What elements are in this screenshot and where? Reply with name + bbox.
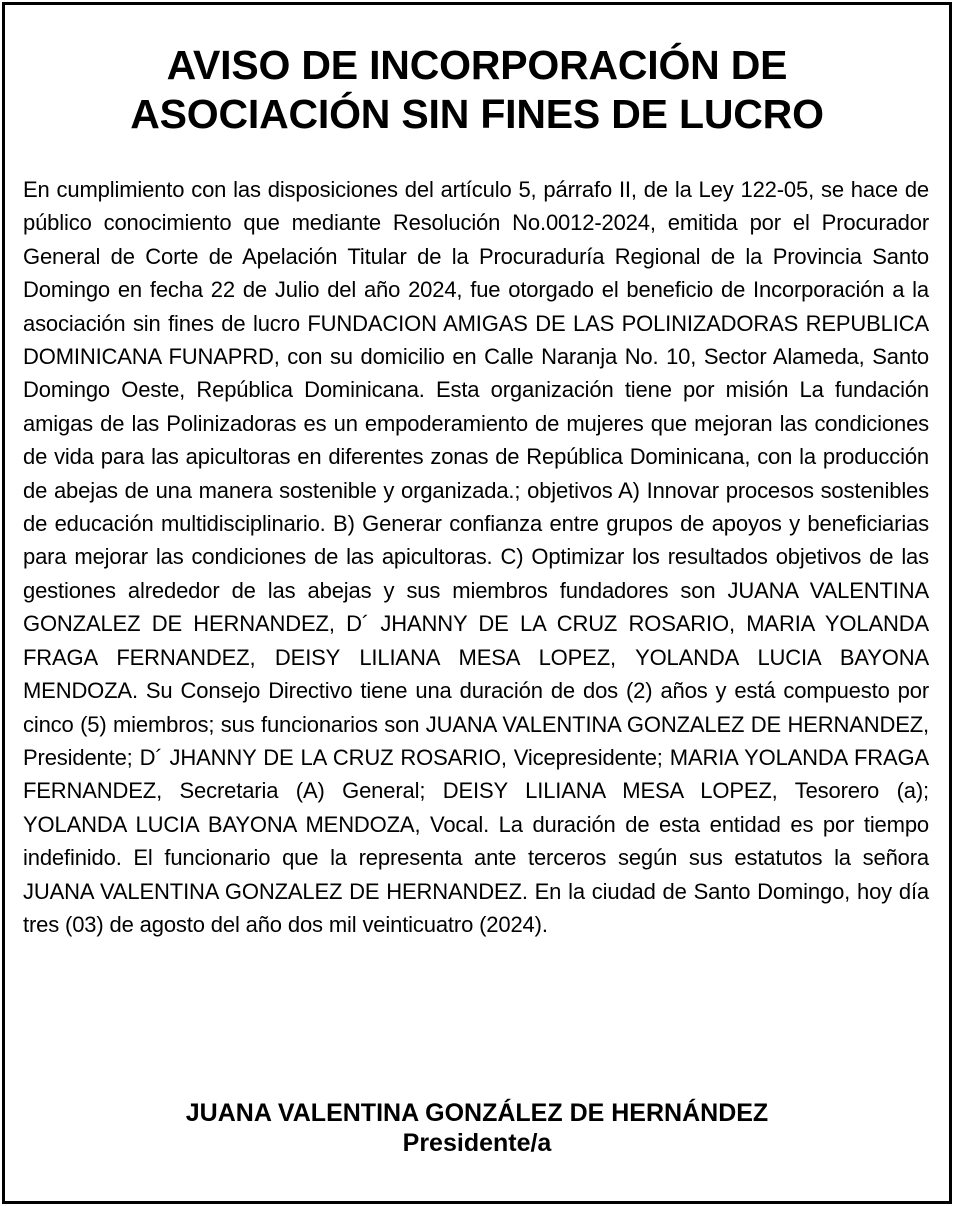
notice-border — [2, 2, 952, 1204]
signature-name: JUANA VALENTINA GONZÁLEZ DE HERNÁNDEZ — [185, 1099, 769, 1127]
notice-body: En cumplimiento con las disposiciones del artículo 5, párrafo II, de la Ley 122-05, se hace de público conocimiento que mediante Resolución No.0012-2024, emitida por el Procurador General de Corte de Apelación Titular de la Procuraduría Regional de la Provincia Santo Domingo en fecha 22 de Julio del año 2024, fue otorgado el beneficio de Incorporación a la asociación sin fines de lucro FUNDACION AMIGAS DE LAS POLINIZADORAS REPUBLICA DOMINICANA FUNAPRD, con su domicilio en Calle Naranja No. 10, Sector Alameda, Santo Domingo Oeste, República Dominicana. Esta organización tiene por misión La fundación amigas de las Polinizadoras es un empoderamiento de mujeres que mejoran las condiciones de vida para las apicultoras en diferentes zonas de República Dominicana, con la producción de abejas de una manera sostenible y organizada.; objetivos A) Innovar procesos sostenibles de educación multidisciplinario. B) Generar confianza entre grupos de apoyos y beneficiarias para mejorar las condiciones de las apicultoras. C) Optimizar los resultados objetivos de las gestiones alrededor de las abejas y sus miembros fundadores son JUANA VALENTINA GONZALEZ DE HERNANDEZ, D´ JHANNY DE LA CRUZ ROSARIO, MARIA YOLANDA FRAGA FERNANDEZ, DEISY LILIANA MESA LOPEZ, YOLANDA LUCIA BAYONA MENDOZA. Su Consejo Directivo tiene una duración de dos (2) años y está compuesto por cinco (5) miembros; sus funcionarios son JUANA VALENTINA GONZALEZ DE HERNANDEZ, Presidente; D´ JHANNY DE LA CRUZ ROSARIO, Vicepresidente; MARIA YOLANDA FRAGA FERNANDEZ, Secretaria (A) General; DEISY LILIANA MESA LOPEZ, Tesorero (a); YOLANDA LUCIA BAYONA MENDOZA, Vocal. La duración de esta entidad es por tiempo indefinido. El funcionario que la representa ante terceros según sus estatutos la señora JUANA VALENTINA GONZALEZ DE HERNANDEZ. En la ciudad de Santo Domingo, hoy día tres (03) de agosto del año dos mil veinticuatro (2024). — [23, 177, 929, 937]
notice-title — [5, 41, 949, 139]
notice-title-line-2: ASOCIACIÓN SIN FINES DE LUCRO — [130, 91, 824, 137]
signature-block — [5, 1098, 949, 1158]
signature-role: Presidente/a — [402, 1129, 552, 1157]
notice-title-line-1: AVISO DE INCORPORACIÓN DE — [166, 42, 788, 88]
